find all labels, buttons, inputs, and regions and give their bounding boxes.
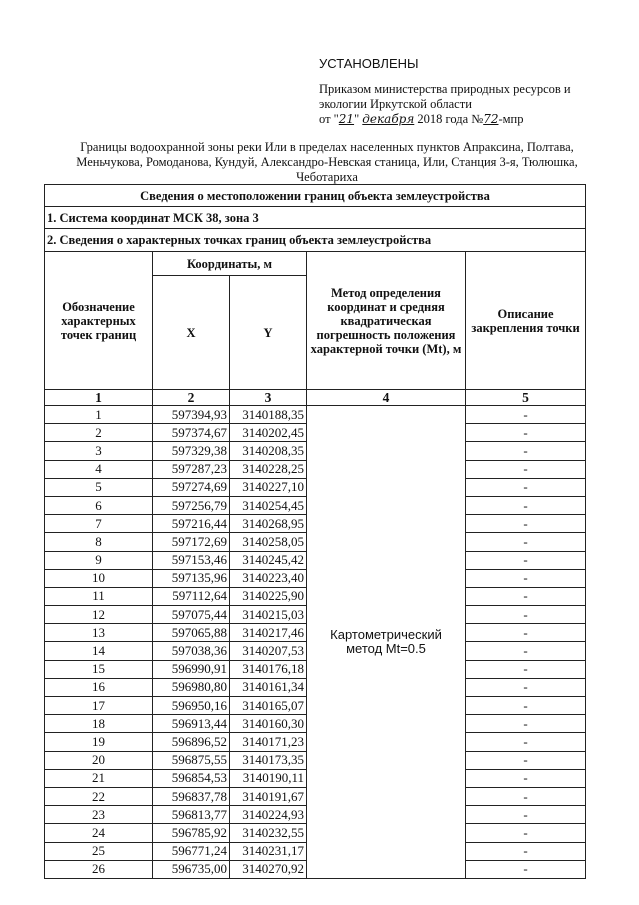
point-x: 596980,80 <box>153 678 230 696</box>
point-description: - <box>466 569 586 587</box>
point-x: 597172,69 <box>153 533 230 551</box>
point-y: 3140217,46 <box>230 624 307 642</box>
method-line2: метод Mt=0.5 <box>346 640 426 656</box>
header-point-designation: Обозначение характерных точек границ <box>45 252 153 390</box>
point-y: 3140231,17 <box>230 842 307 860</box>
point-y: 3140228,25 <box>230 460 307 478</box>
point-number: 7 <box>45 515 153 533</box>
point-number: 3 <box>45 442 153 460</box>
point-y: 3140190,11 <box>230 769 307 787</box>
header-coordinates: Координаты, м <box>153 252 307 276</box>
point-y: 3140232,55 <box>230 824 307 842</box>
point-description: - <box>466 515 586 533</box>
point-y: 3140254,45 <box>230 496 307 514</box>
point-x: 597135,96 <box>153 569 230 587</box>
point-description: - <box>466 424 586 442</box>
point-x: 596896,52 <box>153 733 230 751</box>
point-number: 21 <box>45 769 153 787</box>
approval-date-line <box>319 112 571 127</box>
date-month: декабря <box>362 112 415 126</box>
point-x: 596950,16 <box>153 697 230 715</box>
point-description: - <box>466 442 586 460</box>
point-description: - <box>466 842 586 860</box>
point-description: - <box>466 587 586 605</box>
point-number: 17 <box>45 697 153 715</box>
point-y: 3140176,18 <box>230 660 307 678</box>
point-number: 24 <box>45 824 153 842</box>
point-x: 596735,00 <box>153 860 230 878</box>
point-y: 3140268,95 <box>230 515 307 533</box>
point-number: 11 <box>45 587 153 605</box>
section-coordinate-system: 1. Система координат МСК 38, зона 3 <box>45 207 586 229</box>
table-row <box>45 406 586 424</box>
point-x: 596875,55 <box>153 751 230 769</box>
point-y: 3140245,42 <box>230 551 307 569</box>
point-number: 22 <box>45 787 153 805</box>
point-x: 597216,44 <box>153 515 230 533</box>
point-x: 596854,53 <box>153 769 230 787</box>
point-number: 1 <box>45 406 153 424</box>
point-y: 3140223,40 <box>230 569 307 587</box>
date-prefix: от " <box>319 112 339 126</box>
section-points-info: 2. Сведения о характерных точках границ объекта землеустройства <box>45 229 586 252</box>
column-number-4: 4 <box>307 390 466 406</box>
point-x: 597374,67 <box>153 424 230 442</box>
point-y: 3140215,03 <box>230 606 307 624</box>
point-y: 3140191,67 <box>230 787 307 805</box>
point-x: 596990,91 <box>153 660 230 678</box>
approval-block <box>319 56 571 127</box>
point-y: 3140208,35 <box>230 442 307 460</box>
point-description: - <box>466 533 586 551</box>
point-description: - <box>466 806 586 824</box>
point-number: 4 <box>45 460 153 478</box>
point-x: 597287,23 <box>153 460 230 478</box>
column-number-1: 1 <box>45 390 153 406</box>
point-x: 597329,38 <box>153 442 230 460</box>
point-x: 597075,44 <box>153 606 230 624</box>
point-number: 25 <box>45 842 153 860</box>
point-x: 597038,36 <box>153 642 230 660</box>
point-y: 3140227,10 <box>230 478 307 496</box>
point-number: 12 <box>45 606 153 624</box>
point-number: 23 <box>45 806 153 824</box>
point-number: 19 <box>45 733 153 751</box>
point-number: 20 <box>45 751 153 769</box>
order-suffix: -мпр <box>498 112 524 126</box>
point-x: 596813,77 <box>153 806 230 824</box>
order-number: 72 <box>483 112 499 126</box>
point-x: 596771,24 <box>153 842 230 860</box>
point-x: 597065,88 <box>153 624 230 642</box>
date-day: 21 <box>338 112 355 126</box>
point-y: 3140270,92 <box>230 860 307 878</box>
point-x: 596837,78 <box>153 787 230 805</box>
point-y: 3140173,35 <box>230 751 307 769</box>
point-number: 26 <box>45 860 153 878</box>
header-method: Метод определения координат и средняя квадратическая погрешность положения характерной точки (Mt), м <box>307 252 466 390</box>
title-line1: Границы водоохранной зоны реки Или в пределах населенных пунктов Апраксина, Полтава, <box>80 140 574 154</box>
header-description: Описание закрепления точки <box>466 252 586 390</box>
point-y: 3140258,05 <box>230 533 307 551</box>
point-description: - <box>466 406 586 424</box>
point-y: 3140171,23 <box>230 733 307 751</box>
point-number: 14 <box>45 642 153 660</box>
date-quote: " <box>354 112 360 126</box>
point-x: 597256,79 <box>153 496 230 514</box>
point-number: 10 <box>45 569 153 587</box>
point-description: - <box>466 715 586 733</box>
point-x: 596913,44 <box>153 715 230 733</box>
point-y: 3140165,07 <box>230 697 307 715</box>
point-x: 597153,46 <box>153 551 230 569</box>
header-y: Y <box>230 276 307 390</box>
point-description: - <box>466 460 586 478</box>
point-x: 597112,64 <box>153 587 230 605</box>
column-number-5: 5 <box>466 390 586 406</box>
point-description: - <box>466 624 586 642</box>
header-x: X <box>153 276 230 390</box>
point-y: 3140224,93 <box>230 806 307 824</box>
column-number-2: 2 <box>153 390 230 406</box>
boundary-points-table <box>44 184 586 879</box>
date-year: 2018 года № <box>417 112 484 126</box>
title-line3: Чеботариха <box>296 170 358 184</box>
point-description: - <box>466 496 586 514</box>
point-number: 18 <box>45 715 153 733</box>
point-number: 16 <box>45 678 153 696</box>
title-line2: Меньчукова, Ромоданова, Кундуй, Александро-Невская станица, Или, Станция 3-я, Тюлюшка, <box>76 155 578 169</box>
point-description: - <box>466 733 586 751</box>
approval-heading: УСТАНОВЛЕНЫ <box>319 56 419 71</box>
point-x: 597394,93 <box>153 406 230 424</box>
column-number-3: 3 <box>230 390 307 406</box>
point-description: - <box>466 697 586 715</box>
point-number: 6 <box>45 496 153 514</box>
approval-order-line1: Приказом министерства природных ресурсов и <box>319 82 571 96</box>
point-description: - <box>466 642 586 660</box>
point-number: 9 <box>45 551 153 569</box>
point-y: 3140202,45 <box>230 424 307 442</box>
point-number: 13 <box>45 624 153 642</box>
point-description: - <box>466 606 586 624</box>
point-y: 3140188,35 <box>230 406 307 424</box>
point-description: - <box>466 678 586 696</box>
method-cell <box>307 406 466 879</box>
point-x: 597274,69 <box>153 478 230 496</box>
point-y: 3140161,34 <box>230 678 307 696</box>
point-description: - <box>466 769 586 787</box>
point-y: 3140160,30 <box>230 715 307 733</box>
method-line1: Картометрический <box>330 626 442 642</box>
point-description: - <box>466 751 586 769</box>
point-y: 3140225,90 <box>230 587 307 605</box>
point-number: 5 <box>45 478 153 496</box>
point-x: 596785,92 <box>153 824 230 842</box>
point-description: - <box>466 478 586 496</box>
document-title <box>40 140 614 185</box>
point-y: 3140207,53 <box>230 642 307 660</box>
approval-order-line2: экологии Иркутской области <box>319 97 472 111</box>
point-number: 2 <box>45 424 153 442</box>
section-title: Сведения о местоположении границ объекта землеустройства <box>45 185 586 207</box>
point-description: - <box>466 787 586 805</box>
point-description: - <box>466 660 586 678</box>
point-number: 15 <box>45 660 153 678</box>
point-number: 8 <box>45 533 153 551</box>
point-description: - <box>466 860 586 878</box>
point-description: - <box>466 551 586 569</box>
point-description: - <box>466 824 586 842</box>
